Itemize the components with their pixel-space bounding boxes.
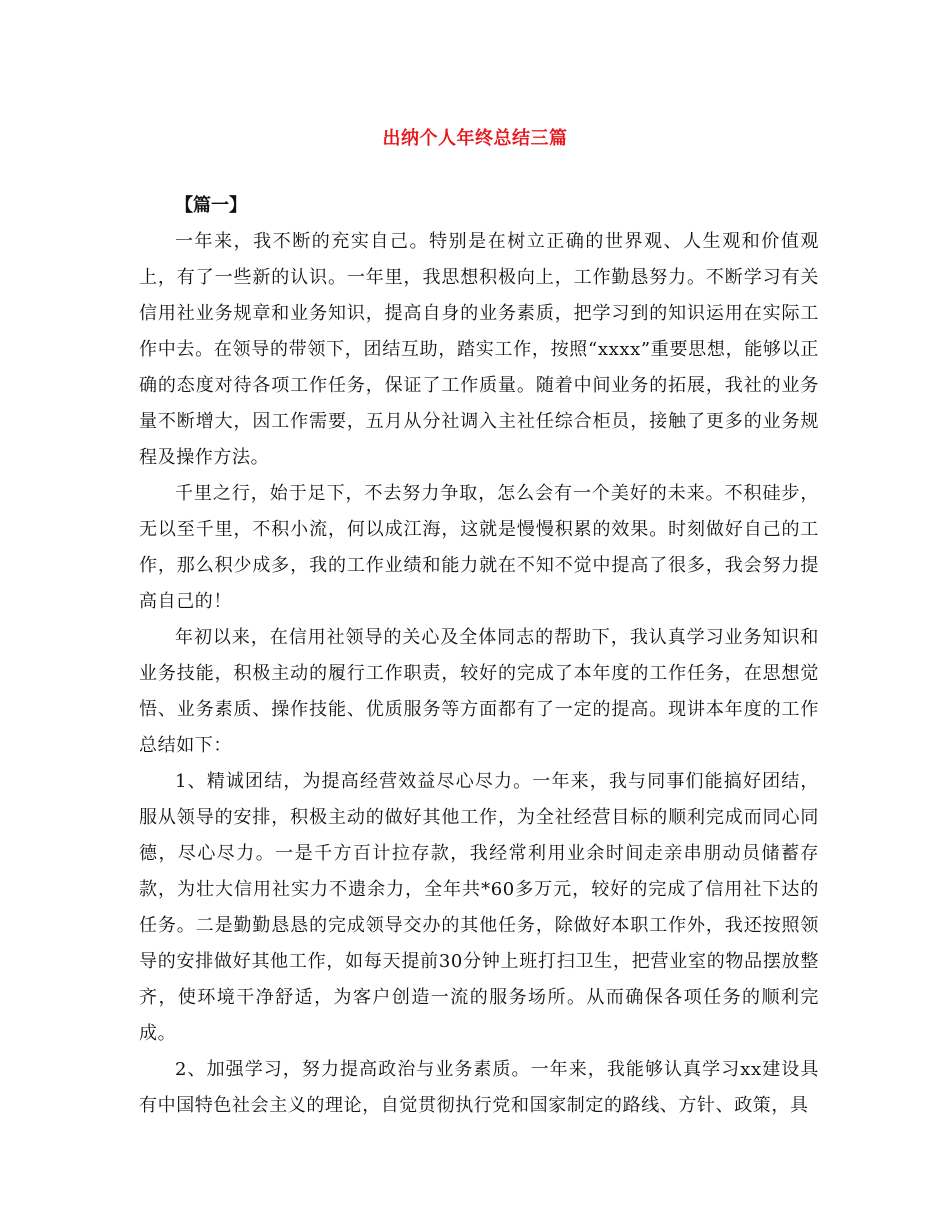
paragraph-5: 2、加强学习，努力提高政治与业务素质。一年来，我能够认真学习xx建设具有中国特色社会主义的理论，自觉贯彻执行党和国家制定的路线、方针、政策，具 [139,1059,819,1116]
section-label: 【篇一】 [175,195,247,216]
paragraph-3: 年初以来，在信用社领导的关心及全体同志的帮助下，我认真学习业务知识和业务技能，积极主动的履行工作职责，较好的完成了本年度的工作任务，在思想觉悟、业务素质、操作技能、优质服务等方面都有了一定的提高。现讲本年度的工作总结如下： [139,627,819,756]
document-title: 出纳个人年终总结三篇 [382,128,568,149]
paragraph-1: 一年来，我不断的充实自己。特别是在树立正确的世界观、人生观和价值观上，有了一些新的认识。一年里，我思想积极向上，工作勤恳努力。不断学习有关信用社业务规章和业务知识，提高自身的业务素质，把学习到的知识运用在实际工作中去。在领导的带领下，团结互助，踏实工作，按照“xxxx”重要思想，能够以正确的态度对待各项工作任务，保证了工作质量。随着中间业务的拓展，我社的业务量不断增大，因工作需要，五月从分社调入主社任综合柜员，接触了更多的业务规程及操作方法。 [139,231,819,468]
paragraph-2: 千里之行，始于足下，不去努力争取，怎么会有一个美好的未来。不积硅步，无以至千里，不积小流，何以成江海，这就是慢慢积累的效果。时刻做好自己的工作，那么积少成多，我的工作业绩和能力就在不知不觉中提高了很多，我会努力提高自己的！ [139,483,819,612]
document-body [139,188,819,1124]
paragraph-4: 1、精诚团结，为提高经营效益尽心尽力。一年来，我与同事们能搞好团结，服从领导的安排，积极主动的做好其他工作，为全社经营目标的顺利完成而同心同德，尽心尽力。一是千方百计拉存款，我经常利用业余时间走亲串朋动员储蓄存款，为壮大信用社实力不遗余力，全年共*60多万元，较好的完成了信用社下达的任务。二是勤勤恳恳的完成领导交办的其他任务，除做好本职工作外，我还按照领导的安排做好其他工作，如每天提前30分钟上班打扫卫生，把营业室的物品摆放整齐，使环境干净舒适，为客户创造一流的服务场所。从而确保各项任务的顺利完成。 [139,771,819,1044]
